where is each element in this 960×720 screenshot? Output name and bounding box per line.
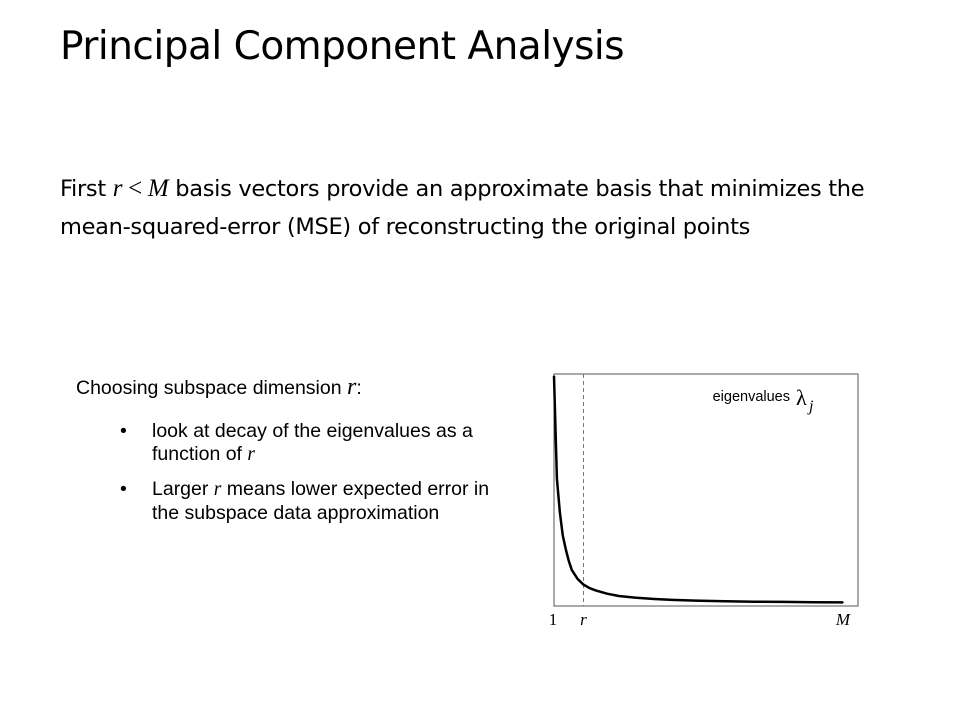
data-point [553, 375, 555, 377]
legend-label: eigenvalues [712, 389, 790, 405]
choosing-heading-colon: : [356, 377, 362, 399]
data-point [636, 597, 638, 599]
data-point [568, 560, 570, 562]
intro-paragraph [60, 170, 890, 246]
data-point [783, 601, 785, 603]
data-point [595, 590, 597, 592]
data-point [813, 601, 815, 603]
data-point [589, 587, 591, 589]
data-point [583, 584, 585, 586]
legend-lambda: λ [796, 385, 807, 410]
bullet-var: r [213, 479, 222, 500]
data-point [577, 578, 579, 580]
bullet-list [120, 420, 520, 536]
bullet-dot: • [120, 420, 127, 442]
intro-var-m: M [147, 175, 169, 202]
data-point [695, 600, 697, 602]
intro-lead: First [60, 176, 113, 202]
eigenvalue-chart [548, 372, 868, 634]
data-point [754, 601, 756, 603]
data-point [618, 595, 620, 597]
data-point [556, 478, 558, 480]
data-point [559, 512, 561, 514]
choosing-heading-text: Choosing subspace dimension [76, 377, 348, 399]
bullet-item [120, 478, 520, 524]
choosing-heading [76, 374, 362, 401]
bullet-text: look at decay of the eigenvalues as a function of [152, 420, 473, 465]
bullet-item [120, 420, 520, 466]
bullet-text-after: means lower expected error in the subspace data approximation [152, 478, 490, 524]
slide-title: Principal Component Analysis [60, 24, 625, 69]
data-point [842, 602, 844, 604]
data-point [562, 535, 564, 537]
data-point [724, 601, 726, 603]
bullet-dot: • [120, 478, 127, 500]
data-point [565, 549, 567, 551]
data-point [571, 569, 573, 571]
data-point [654, 598, 656, 600]
legend-subscript: j [809, 398, 814, 415]
intro-less-than: < [122, 175, 148, 202]
data-point [671, 599, 673, 601]
bullet-var: r [247, 443, 255, 465]
x-tick-label-1: 1 [548, 610, 558, 629]
x-tick-label-r: r [580, 610, 587, 629]
intro-var-r: r [112, 175, 123, 202]
bullet-text: Larger [152, 478, 214, 500]
choosing-heading-var: r [347, 374, 357, 400]
x-tick-label-m: M [835, 610, 851, 629]
data-point [606, 593, 608, 595]
intro-rest: basis vectors provide an approximate basis that minimizes the mean-squared-error (MSE) of reconstructing the original points [60, 176, 865, 240]
